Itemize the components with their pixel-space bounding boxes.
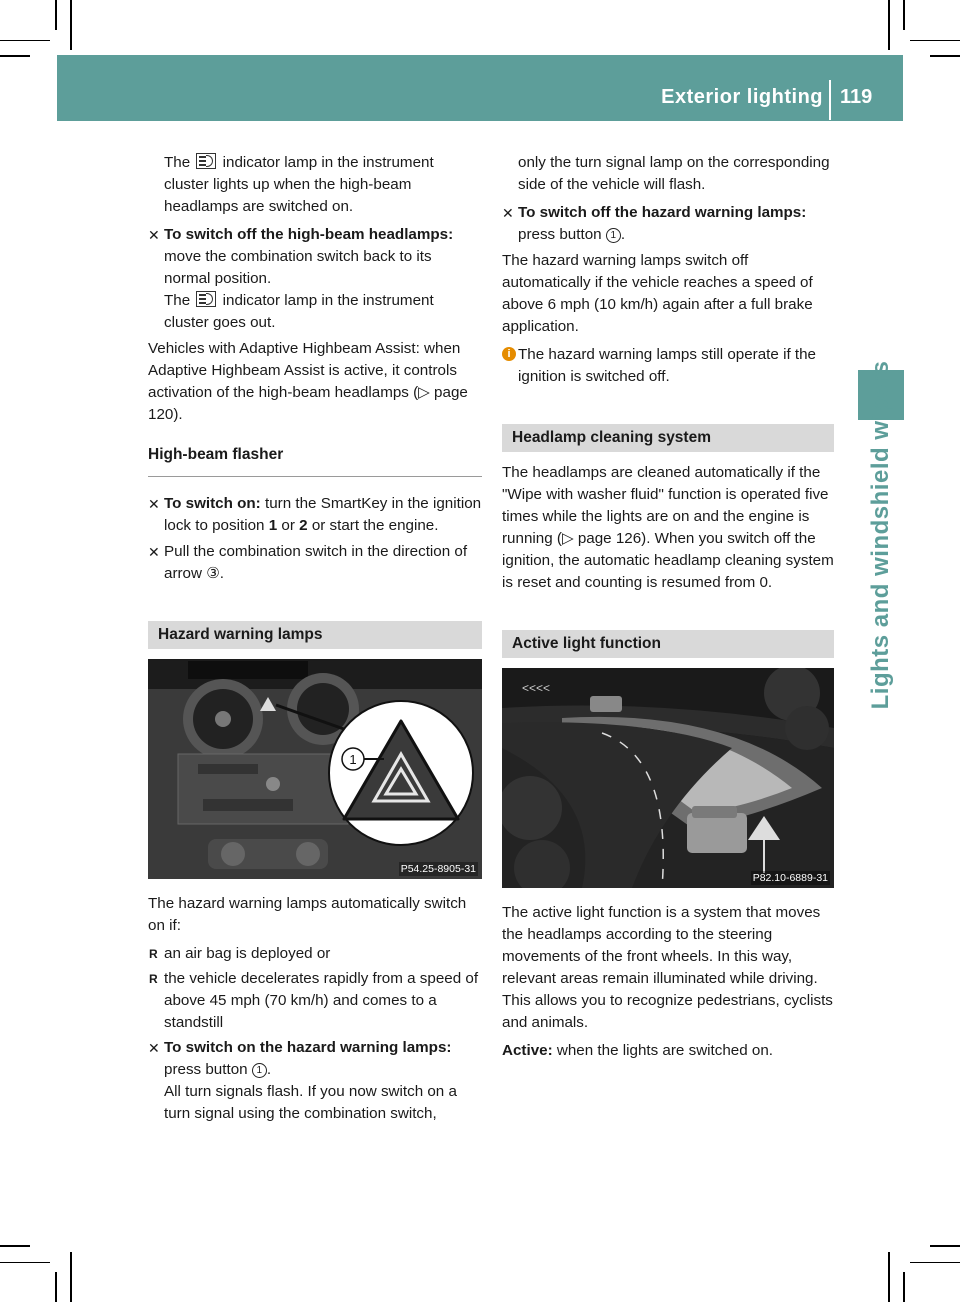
step-title: To switch off the high-beam headlamps: [164, 226, 454, 243]
crop-mark [888, 1252, 890, 1302]
bullet-icon: R [149, 972, 158, 986]
step-arrow-icon: ✕ [148, 544, 160, 560]
crop-mark [0, 1262, 50, 1263]
crop-mark [70, 0, 72, 50]
step-text: turn the SmartKey in the ignition lock to position [164, 495, 482, 534]
info-icon: i [502, 347, 516, 361]
step-arrow-icon: ✕ [148, 1040, 160, 1056]
step-switch-on-hazard: ✕ To switch on the hazard warning lamps: press button 1 . All turn signals flash. If you now switch on a turn signal using the combination switch, [148, 1039, 457, 1122]
crop-mark [70, 1252, 72, 1302]
step-text: or start the engine. [311, 517, 439, 534]
active-light-paragraph: The active light function is a system that moves the headlamps according to the steering movements of the front wheels. In this way, relevant areas remain illuminated while driving. This allows you to recognize pedestrians, cyclists and animals. [502, 904, 833, 1031]
crop-mark [903, 1272, 905, 1302]
crop-mark [55, 1272, 57, 1302]
text: indicator lamp in the instrument cluster goes out. [164, 292, 434, 331]
active-light-heading: Active light function [502, 630, 834, 658]
crop-mark [55, 0, 57, 30]
text: indicator lamp in the instrument cluster lights up when the high-beam headlamps are switched on. [164, 154, 434, 215]
svg-text:<<<<: <<<< [522, 681, 551, 695]
headlamp-cleaning-paragraph: The headlamps are cleaned automatically if the "Wipe with washer fluid" function is operated five times while the lights are on and the engine is running (▷ page 126). When you switch off the ignition, the automatic headlamp cleaning system is reset and counting is resumed from 0. [502, 464, 834, 591]
callout-number: 1 [349, 752, 357, 767]
adaptive-highbeam-paragraph: Vehicles with Adaptive Highbeam Assist: when Adaptive Highbeam Assist is active, it controls activation of the high-beam headlamps (▷ page 120). [148, 340, 468, 423]
step-text: All turn signals flash. If you now switch on a turn signal using the combination switch, [164, 1083, 457, 1122]
position-2: 2 [299, 517, 308, 534]
list-item [148, 968, 482, 1034]
headlamp-cleaning-heading: Headlamp cleaning system [502, 424, 834, 452]
header-divider [829, 80, 831, 120]
list-item-text: an air bag is deployed or [164, 945, 331, 962]
high-beam-indicator-icon [196, 153, 216, 169]
section-title: Exterior lighting [661, 86, 823, 108]
road-illustration [502, 668, 834, 888]
crop-mark [0, 40, 50, 41]
dashboard-illustration [148, 659, 482, 879]
button-1-callout: 1 [252, 1063, 267, 1078]
step-pull-switch [148, 541, 482, 585]
crop-mark [888, 0, 890, 50]
step-switch-off-hazard: ✕ To switch off the hazard warning lamps: press button 1 . [502, 204, 807, 243]
step-text: move the combination switch back to its normal position. [164, 248, 432, 287]
info-text: The hazard warning lamps still operate if the ignition is switched off. [518, 346, 816, 385]
active-status [502, 1040, 834, 1062]
photo-caption: P54.25-8905-31 [400, 863, 476, 875]
button-1-callout: 1 [606, 228, 621, 243]
step-arrow-icon: ✕ [148, 227, 160, 243]
high-beam-flasher-heading: High-beam flasher [148, 444, 482, 477]
step-title: To switch off the hazard warning lamps: [518, 204, 807, 221]
step-title: To switch on: [164, 495, 261, 512]
hazard-warning-heading: Hazard warning lamps [148, 621, 482, 649]
step-text: press button [518, 226, 602, 243]
chapter-label: Lights and windshield wipers [867, 360, 894, 710]
right-column [502, 152, 834, 1068]
active-light-illustration [502, 668, 834, 888]
list-item-text: the vehicle decelerates rapidly from a speed of above 45 mph (70 km/h) and comes to a standstill [164, 970, 479, 1031]
high-beam-indicator-paragraph [148, 152, 482, 218]
text: The [164, 154, 191, 171]
photo-caption: P82.10-6889-31 [752, 872, 828, 884]
step-text: Pull the combination switch in the direction of arrow ③. [164, 543, 468, 582]
auto-off-paragraph: The hazard warning lamps switch off automatically if the vehicle reaches a speed of above 6 mph (10 km/h) again after a full brake application. [502, 252, 813, 335]
crop-mark [930, 55, 960, 57]
left-column [148, 152, 482, 1129]
page-number: 119 [840, 86, 873, 108]
hazard-button-photo [148, 659, 482, 879]
active-label: Active: [502, 1042, 553, 1059]
text: The [164, 292, 191, 309]
crop-mark [0, 1245, 30, 1247]
crop-mark [910, 1262, 960, 1263]
text: or [281, 517, 295, 534]
step-switch-off-high-beam [148, 224, 482, 334]
step-text: press button [164, 1061, 248, 1078]
bullet-icon: R [149, 947, 158, 961]
hazard-intro: The hazard warning lamps automatically switch on if: [148, 895, 467, 934]
position-1: 1 [268, 517, 278, 534]
step-arrow-icon: ✕ [148, 496, 160, 512]
crop-mark [903, 0, 905, 30]
step-switch-on [148, 493, 482, 537]
crop-mark [910, 40, 960, 41]
continuation-paragraph: only the turn signal lamp on the corresponding side of the vehicle will flash. [518, 154, 830, 193]
list-item [148, 943, 482, 965]
info-note [502, 344, 834, 388]
high-beam-indicator-icon [196, 291, 216, 307]
active-value: when the lights are switched on. [556, 1042, 774, 1059]
crop-mark [930, 1245, 960, 1247]
step-arrow-icon: ✕ [502, 205, 514, 221]
crop-mark [0, 55, 30, 57]
step-title: To switch on the hazard warning lamps: [164, 1039, 452, 1056]
